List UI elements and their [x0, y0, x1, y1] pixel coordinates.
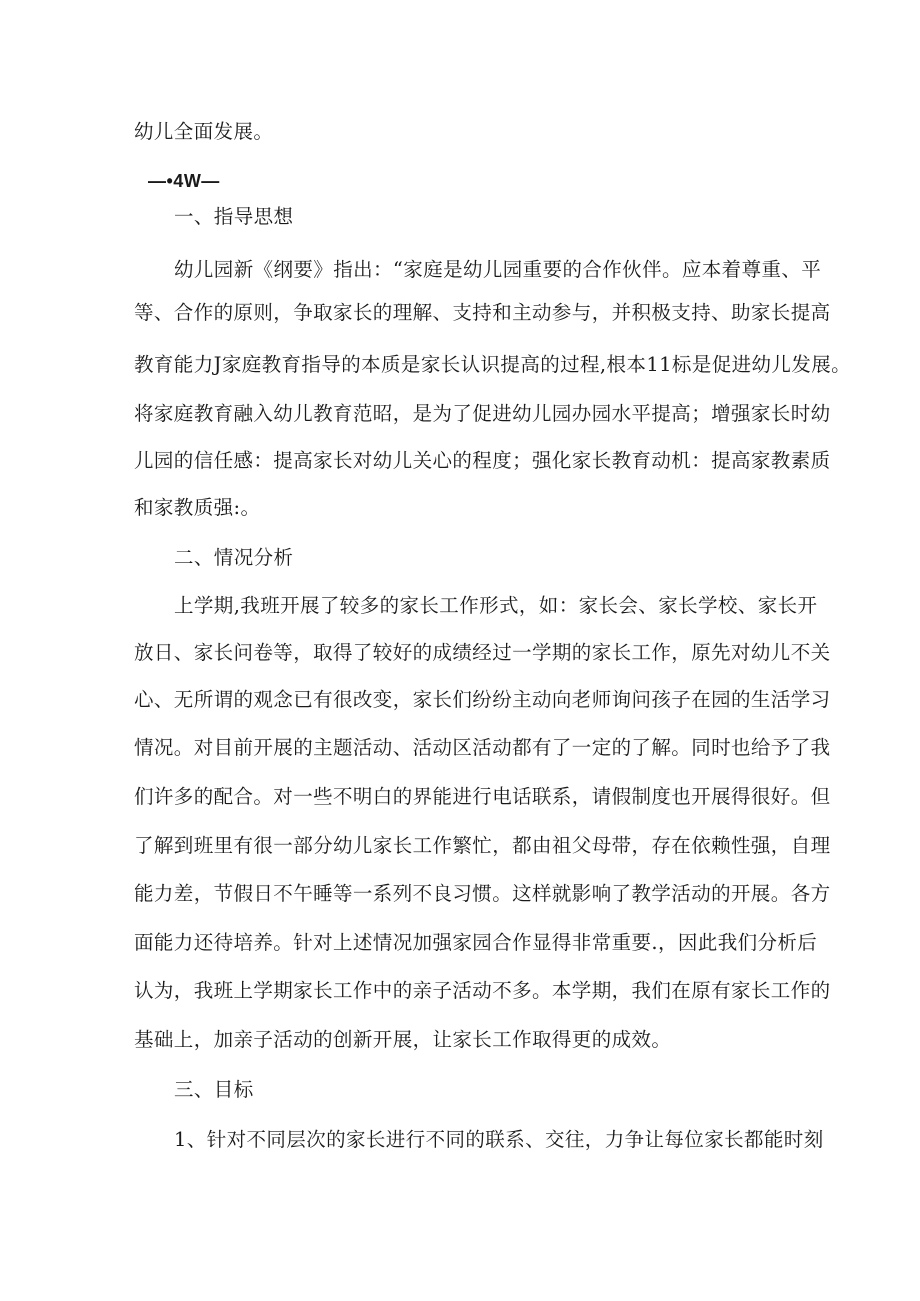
paragraph-line: 儿园的信任感：提高家长对幼儿关心的程度；强化家长教育动机：提高家教素质 [134, 449, 831, 472]
paragraph-line: 面能力还待培养。针对上述情况加强家园合作显得非常重要.，因此我们分析后 [134, 931, 818, 954]
paragraph-line: 能力差，节假日不午睡等一系列不良习惯。这样就影响了教学活动的开展。各方 [134, 882, 831, 905]
paragraph-line: 教育能力J家庭教育指导的本质是家长认识提高的过程,根本11标是促进幼儿发展。 [134, 353, 852, 376]
section-heading-situation-analysis: 二、情况分析 [174, 546, 294, 569]
paragraph-line: 1、针对不同层次的家长进行不同的联系、交往，力争让每位家长都能时刻 [174, 1128, 824, 1151]
paragraph-line: 心、无所谓的观念已有很改变，家长们纷纷主动向老师询问孩子在园的生活学习 [134, 688, 831, 711]
section-heading-guiding-ideology: 一、指导思想 [174, 205, 294, 228]
paragraph-line: 了解到班里有很一部分幼儿家长工作繁忙，都由祖父母带，存在依赖性强，自理 [134, 834, 831, 857]
opening-line: 幼儿全面发展。 [134, 120, 274, 143]
paragraph-line: 幼儿园新《纲要》指出：“家庭是幼儿园重要的合作伙伴。应本着尊重、平 [174, 258, 822, 281]
section-heading-goals: 三、目标 [174, 1078, 254, 1101]
paragraph-line: 放日、家长问卷等，取得了较好的成绩经过一学期的家长工作，原先对幼儿不关 [134, 641, 831, 664]
paragraph-line: 们许多的配合。对一些不明白的界能进行电话联系，请假制度也开展得很好。但 [134, 785, 831, 808]
page-separator: —•4W— [148, 171, 220, 191]
paragraph-line: 等、合作的原则，争取家长的理解、支持和主动参与，并积极支持、助家长提高 [134, 301, 831, 324]
paragraph-line: 将家庭教育融入幼儿教育范昭，是为了促进幼儿园办园水平提高；增强家长时幼 [134, 402, 831, 425]
paragraph-line: 认为，我班上学期家长工作中的亲子活动不多。本学期，我们在原有家长工作的 [134, 979, 831, 1002]
paragraph-line: 上学期,我班开展了较多的家长工作形式，如：家长会、家长学校、家长开 [174, 594, 818, 617]
paragraph-line: 情况。对目前开展的主题活动、活动区活动都有了一定的了解。同时也给予了我 [134, 736, 831, 759]
paragraph-line: 基础上，加亲子活动的创新开展，让家长工作取得更的成效。 [134, 1028, 672, 1051]
paragraph-line: 和家教质强:。 [134, 496, 261, 519]
